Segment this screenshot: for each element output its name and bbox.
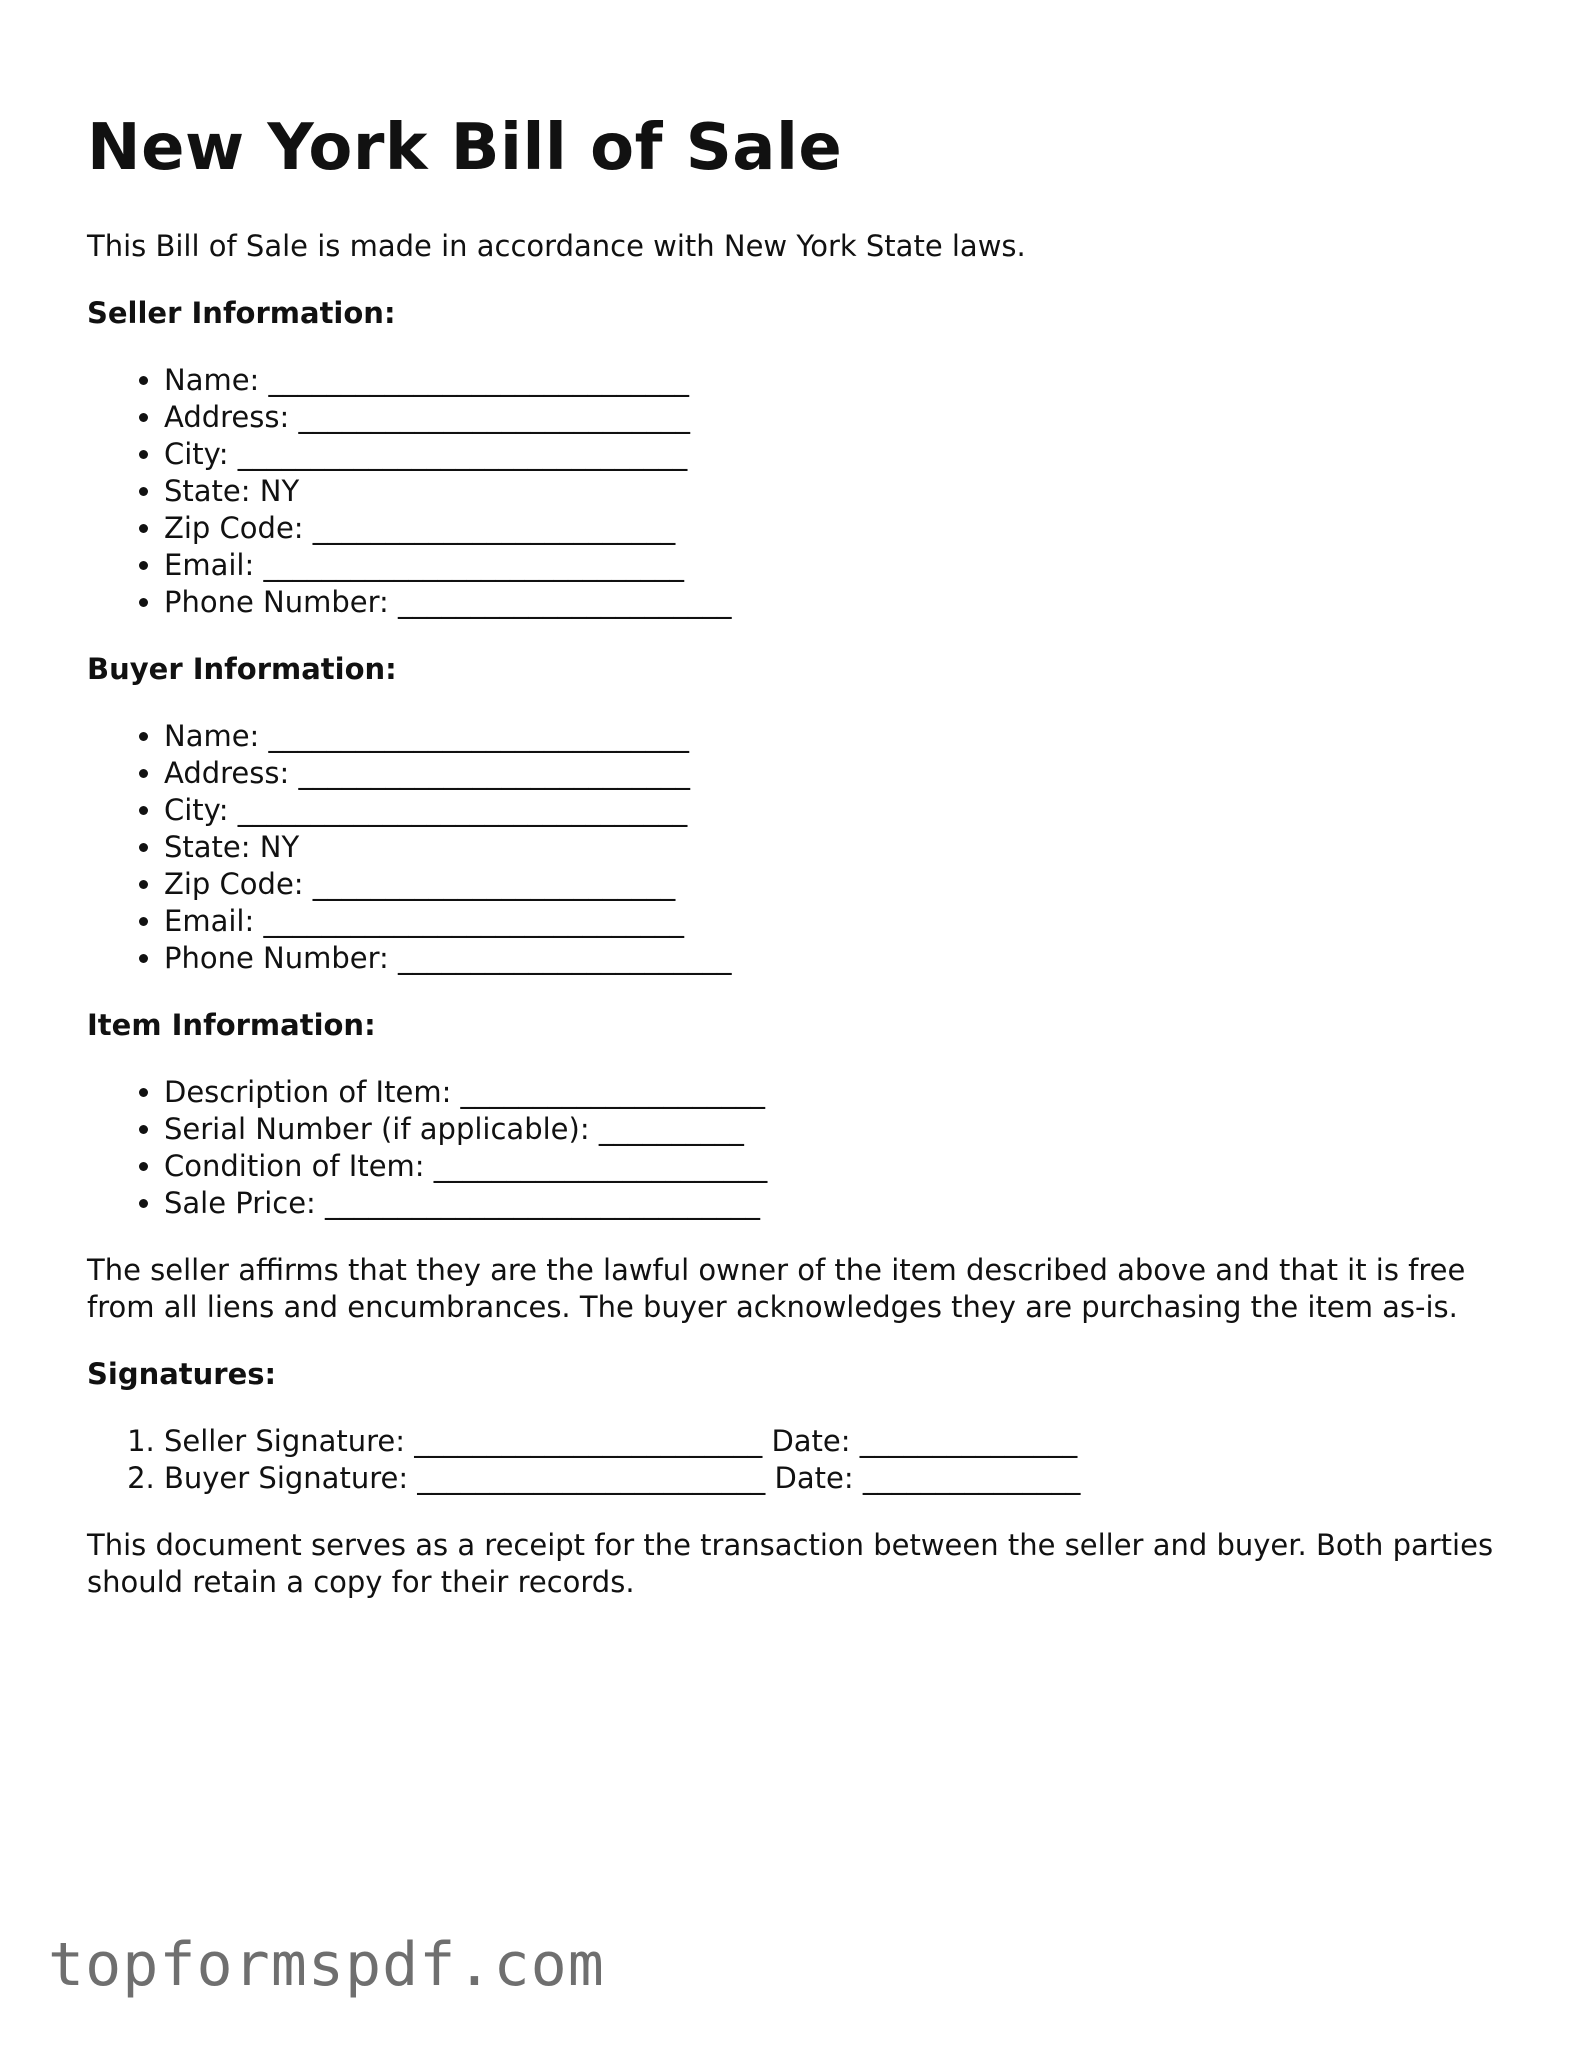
closing-paragraph: This document serves as a receipt for the transaction between the seller and buyer. Both parties should retain a copy for their records. <box>87 1528 1494 1599</box>
seller-email-field: • Email: _____________________________ <box>164 547 1507 584</box>
intro-text: This Bill of Sale is made in accordance with New York State laws. <box>87 229 1026 263</box>
seller-phone-field: • Phone Number: _______________________ <box>164 584 1507 621</box>
affirmation-paragraph: The seller affirms that they are the lawful owner of the item described above and that it is free from all liens and encumbrances. The buyer acknowledges they are purchasing the item as-is. <box>87 1253 1466 1324</box>
document-title: New York Bill of Sale <box>87 111 843 185</box>
buyer-state-field: • State: NY <box>164 829 1507 866</box>
signatures-section-heading: Signatures: <box>87 1357 277 1391</box>
seller-zip-field: • Zip Code: _________________________ <box>164 510 1507 547</box>
seller-address-field: • Address: ___________________________ <box>164 399 1507 436</box>
item-serial-field: • Serial Number (if applicable): __________ <box>164 1111 1507 1148</box>
buyer-fields-list <box>87 718 1507 977</box>
buyer-name-field: • Name: _____________________________ <box>164 718 1507 755</box>
signatures-list <box>87 1423 1507 1497</box>
item-fields-list <box>87 1074 1507 1222</box>
buyer-signature-line: 2. Buyer Signature: ________________________ Date: _______________ <box>164 1460 1507 1497</box>
item-condition-field: • Condition of Item: _______________________ <box>164 1148 1507 1185</box>
buyer-address-field: • Address: ___________________________ <box>164 755 1507 792</box>
buyer-email-field: • Email: _____________________________ <box>164 903 1507 940</box>
seller-city-field: • City: _______________________________ <box>164 436 1507 473</box>
buyer-section-heading: Buyer Information: <box>87 652 397 686</box>
buyer-phone-field: • Phone Number: _______________________ <box>164 940 1507 977</box>
seller-signature-line: 1. Seller Signature: ________________________ Date: _______________ <box>164 1423 1507 1460</box>
watermark-text: topformspdf.com <box>48 1930 605 2000</box>
buyer-zip-field: • Zip Code: _________________________ <box>164 866 1507 903</box>
seller-fields-list <box>87 362 1507 621</box>
item-price-field: • Sale Price: ______________________________ <box>164 1185 1507 1222</box>
seller-section-heading: Seller Information: <box>87 296 396 330</box>
buyer-city-field: • City: _______________________________ <box>164 792 1507 829</box>
item-description-field: • Description of Item: _____________________ <box>164 1074 1507 1111</box>
item-section-heading: Item Information: <box>87 1008 376 1042</box>
seller-name-field: • Name: _____________________________ <box>164 362 1507 399</box>
bill-of-sale-document <box>87 104 1507 1601</box>
seller-state-field: • State: NY <box>164 473 1507 510</box>
